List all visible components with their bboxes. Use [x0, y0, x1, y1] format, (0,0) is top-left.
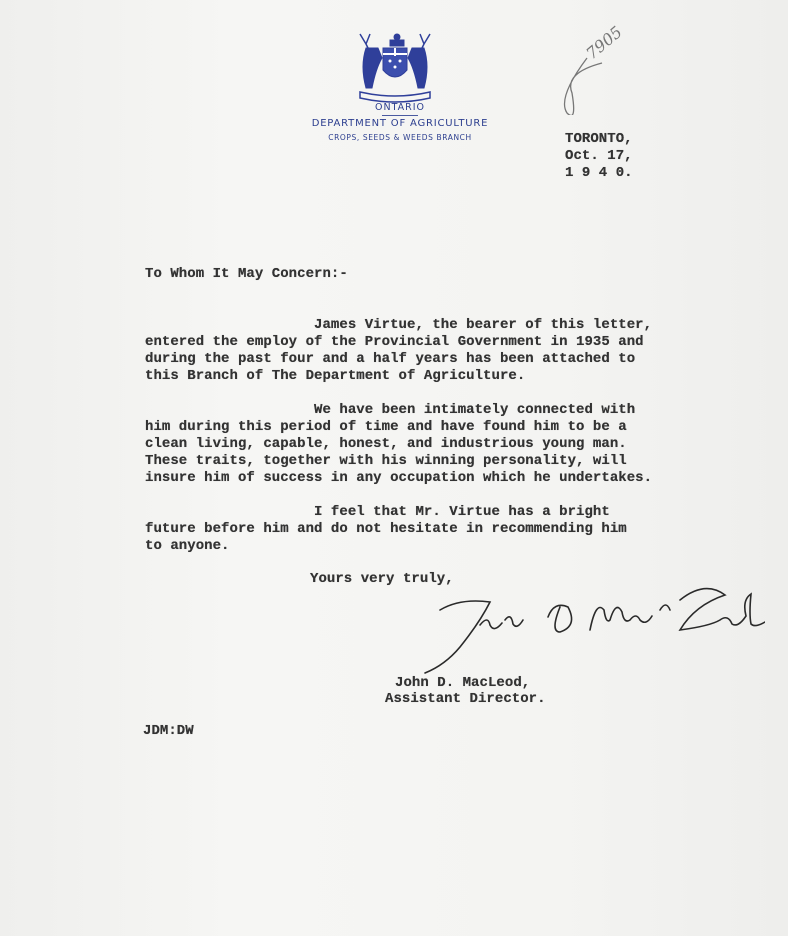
- signer-title: Assistant Director.: [385, 691, 546, 707]
- salutation: To Whom It May Concern:-: [145, 266, 348, 282]
- body-paragraph-1: James Virtue, the bearer of this letter, entered the employ of the Provincial Government in 1935 and during the past four and a half years has been attached to this Branch of The Department of Agriculture.: [145, 317, 653, 384]
- letterhead-department: DEPARTMENT OF AGRICULTURE: [311, 118, 489, 129]
- body-paragraph-2: We have been intimately connected with him during this period of time and have found him to be a clean living, capable, honest, and industrious young man. These traits, together with his winning personality, will insure him of success in any occupation which he undertakes.: [145, 402, 653, 486]
- date-city: TORONTO,: [565, 131, 633, 147]
- letterhead-divider: [382, 115, 418, 116]
- date-day: Oct. 17,: [565, 148, 633, 164]
- ontario-coat-of-arms-icon: [350, 30, 440, 104]
- reference-initials: JDM:DW: [143, 723, 194, 739]
- date-year: 1 9 4 0.: [565, 165, 633, 181]
- closing: Yours very truly,: [310, 571, 454, 587]
- handwritten-signature: [420, 585, 765, 675]
- signer-name: John D. MacLeod,: [395, 675, 531, 691]
- body-paragraph-3: I feel that Mr. Virtue has a bright future before him and do not hesitate in recommending him to anyone.: [145, 504, 627, 554]
- letterhead-branch: CROPS, SEEDS & WEEDS BRANCH: [328, 133, 472, 142]
- handwritten-number: 7905: [582, 22, 626, 64]
- letterhead-province: ONTARIO: [374, 102, 426, 113]
- handwritten-note: [552, 20, 642, 115]
